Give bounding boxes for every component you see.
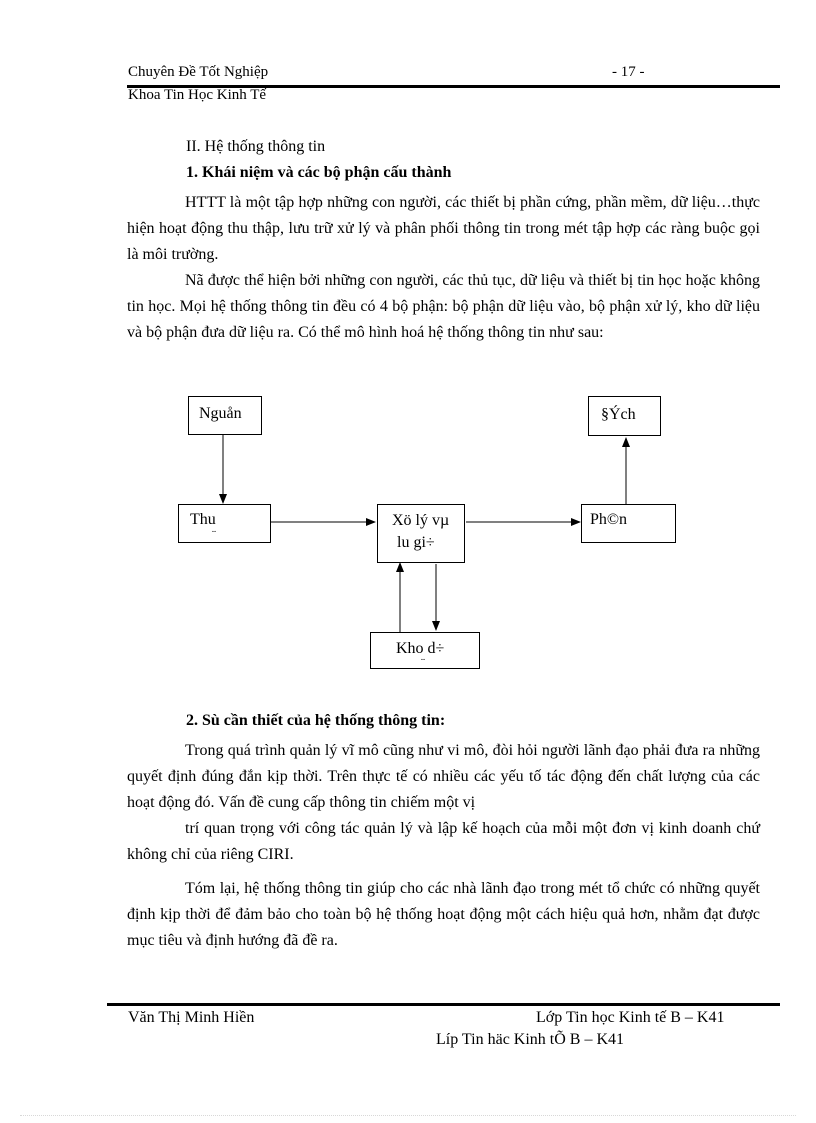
collect-label-mark: ¨ bbox=[212, 527, 216, 541]
footer-class: Lớp Tin học Kinh tế B – K41 bbox=[536, 1009, 725, 1026]
page-number: - 17 - bbox=[612, 64, 645, 80]
paragraph-definition: HTTT là một tập hợp những con người, các thiết bị phần cứng, phần mềm, dữ liệu…thực hiện hoạt động thu thập, lưu trữ xử lý và phân phối thông tin trong mét tập hợp các ràng buộc gọi là môi trường. bbox=[127, 194, 760, 263]
distribute-box bbox=[581, 504, 676, 543]
paragraph-planning: trí quan trọng với công tác quản lý và lập kế hoạch của mỗi một đơn vị kinh doanh chứ không chỉ của riêng CIRI. bbox=[127, 820, 760, 863]
storage-box bbox=[370, 632, 480, 669]
source-label: Nguån bbox=[199, 405, 242, 422]
subheading-concepts: 1. Khái niệm và các bộ phận cấu thành bbox=[186, 164, 452, 181]
footer-class-garbled: Líp Tin häc Kinh tÕ B – K41 bbox=[436, 1031, 625, 1048]
footer-rule bbox=[107, 1003, 780, 1006]
section-heading: II. Hệ thống thông tin bbox=[186, 138, 326, 155]
process-box bbox=[377, 504, 465, 563]
destination-box bbox=[588, 396, 661, 436]
header-faculty: Khoa Tin Học Kinh Tế bbox=[128, 87, 267, 103]
body-text-bottom bbox=[127, 738, 760, 954]
subheading-necessity: 2. Sù cần thiết của hệ thống thông tin: bbox=[186, 712, 446, 729]
footer-author: Văn Thị Minh Hiền bbox=[128, 1009, 255, 1026]
destination-label: §Ých bbox=[601, 406, 636, 423]
header-title: Chuyên Đề Tốt Nghiệp bbox=[128, 64, 269, 80]
collect-label: Thu bbox=[190, 511, 216, 528]
source-box bbox=[188, 396, 262, 435]
process-label-line2: lu gi÷ bbox=[397, 534, 435, 551]
distribute-label: Ph©n bbox=[590, 511, 628, 528]
storage-label: Kho d÷ bbox=[396, 640, 445, 657]
process-label-line1: Xö lý vµ bbox=[392, 512, 450, 529]
paragraph-summary: Tóm lại, hệ thống thông tin giúp cho các nhà lãnh đạo trong mét tổ chức có những quyết định kịp thời để đảm bảo cho toàn bộ hệ thống hoạt động một cách hiệu quả hơn, nhằm đạt được mục tiêu và định hướng đã đề ra. bbox=[127, 880, 760, 949]
collect-box bbox=[178, 504, 271, 543]
page-bottom-edge bbox=[20, 1115, 796, 1116]
paragraph-decision-making: Trong quá trình quản lý vĩ mô cũng như vi mô, đòi hỏi người lãnh đạo phải đưa ra những quyết định đúng đắn kịp thời. Trên thực tế có nhiều các yếu tố tác động đến chất lượng của các hoạt động đó. Vấn đề cung cấp thông tin chiếm một vị bbox=[127, 742, 760, 811]
paragraph-components: Nã được thể hiện bởi những con người, các thủ tục, dữ liệu và thiết bị tin học hoặc không tin học. Mọi hệ thống thông tin đều có 4 bộ phận: bộ phận dữ liệu vào, bộ phận xử lý, kho dữ liệu và bộ phận đưa dữ liệu ra. Có thể mô hình hoá hệ thống thông tin như sau: bbox=[127, 272, 760, 341]
storage-label-mark: ¨ bbox=[421, 655, 425, 669]
